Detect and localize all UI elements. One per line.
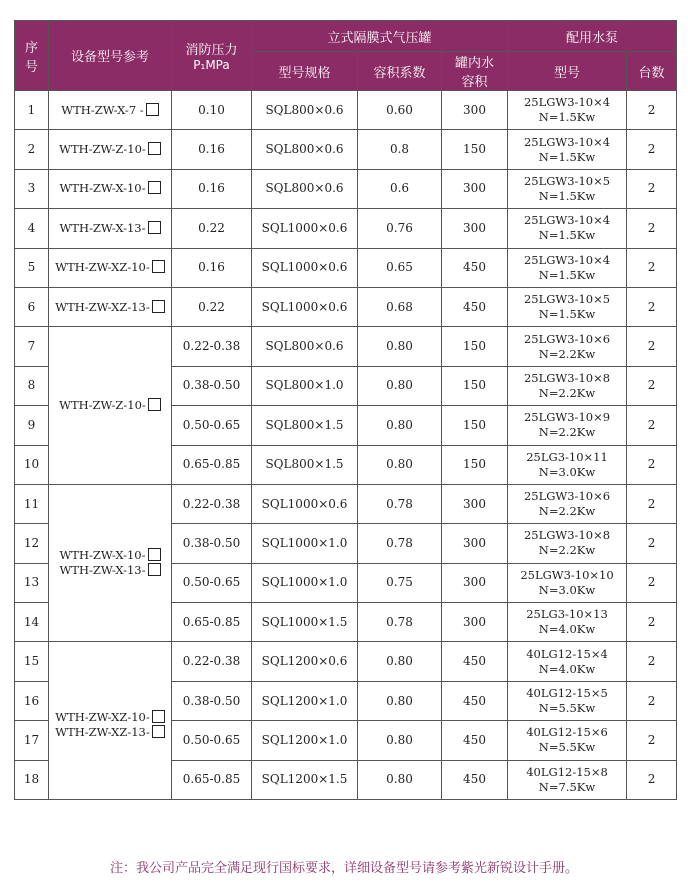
model-ref-group-cell: WTH-ZW-XZ-10- WTH-ZW-XZ-13- [49, 642, 172, 800]
pressure-cell: 0.50-0.65 [172, 406, 252, 445]
header-volume-coef: 容积系数 [358, 52, 442, 91]
water-volume-cell: 450 [442, 642, 508, 681]
volume-coef-cell: 0.75 [358, 563, 442, 602]
tank-spec-cell: SQL1000×1.0 [252, 524, 358, 563]
water-volume-cell: 150 [442, 327, 508, 366]
checkbox-placeholder-icon [152, 710, 165, 723]
tank-spec-cell: SQL800×1.5 [252, 445, 358, 484]
tank-spec-cell: SQL1200×1.0 [252, 681, 358, 720]
row-number: 3 [15, 169, 49, 208]
footnote: 注：我公司产品完全满足现行国标要求，详细设备型号请参考紫光新锐设计手册。 [109, 861, 578, 876]
volume-coef-cell: 0.8 [358, 130, 442, 169]
pump-qty-cell: 2 [627, 209, 677, 248]
water-volume-cell: 150 [442, 406, 508, 445]
tank-spec-cell: SQL1000×1.5 [252, 603, 358, 642]
row-number: 4 [15, 209, 49, 248]
pump-model-cell: 25LG3-10×13 N=4.0Kw [508, 603, 627, 642]
table-row [15, 287, 677, 326]
volume-coef-cell: 0.76 [358, 209, 442, 248]
pump-qty-cell: 2 [627, 406, 677, 445]
water-volume-cell: 450 [442, 287, 508, 326]
row-number: 15 [15, 642, 49, 681]
pressure-cell: 0.22-0.38 [172, 484, 252, 523]
model-ref-group-cell: WTH-ZW-X-10- WTH-ZW-X-13- [49, 484, 172, 642]
header-pump-qty: 台数 [627, 52, 677, 91]
pump-model-cell: 25LGW3-10×4 N=1.5Kw [508, 248, 627, 287]
water-volume-cell: 300 [442, 524, 508, 563]
checkbox-placeholder-icon [146, 103, 159, 116]
row-number: 11 [15, 484, 49, 523]
tank-spec-cell: SQL800×0.6 [252, 130, 358, 169]
pump-qty-cell: 2 [627, 524, 677, 563]
model-ref-cell: WTH-ZW-X-7 - [49, 91, 172, 130]
header-pressure: 消防压力 P₁MPa [172, 21, 252, 91]
pump-qty-cell: 2 [627, 563, 677, 602]
table-row [15, 327, 677, 366]
header-pump-model: 型号 [508, 52, 627, 91]
tank-spec-cell: SQL800×0.6 [252, 91, 358, 130]
pump-model-cell: 40LG12-15×5 N=5.5Kw [508, 681, 627, 720]
row-number: 16 [15, 681, 49, 720]
volume-coef-cell: 0.80 [358, 721, 442, 760]
pump-qty-cell: 2 [627, 130, 677, 169]
row-number: 7 [15, 327, 49, 366]
header-tank-spec: 型号规格 [252, 52, 358, 91]
pump-model-cell: 25LGW3-10×8 N=2.2Kw [508, 524, 627, 563]
spec-table [14, 20, 677, 800]
pump-qty-cell: 2 [627, 484, 677, 523]
row-number: 5 [15, 248, 49, 287]
pump-qty-cell: 2 [627, 366, 677, 405]
tank-spec-cell: SQL1000×0.6 [252, 248, 358, 287]
header-pump-group: 配用水泵 [508, 21, 677, 52]
row-number: 10 [15, 445, 49, 484]
volume-coef-cell: 0.78 [358, 603, 442, 642]
water-volume-cell: 450 [442, 760, 508, 799]
tank-spec-cell: SQL800×0.6 [252, 327, 358, 366]
water-volume-cell: 150 [442, 130, 508, 169]
model-ref-cell: WTH-ZW-X-10- [49, 169, 172, 208]
pressure-cell: 0.38-0.50 [172, 524, 252, 563]
table-body [15, 91, 677, 800]
tank-spec-cell: SQL1200×1.0 [252, 721, 358, 760]
water-volume-cell: 150 [442, 445, 508, 484]
pressure-cell: 0.65-0.85 [172, 760, 252, 799]
tank-spec-cell: SQL800×0.6 [252, 169, 358, 208]
water-volume-cell: 300 [442, 91, 508, 130]
table-row [15, 209, 677, 248]
pump-model-cell: 25LGW3-10×4 N=1.5Kw [508, 130, 627, 169]
table-row [15, 130, 677, 169]
pressure-cell: 0.50-0.65 [172, 721, 252, 760]
volume-coef-cell: 0.80 [358, 327, 442, 366]
water-volume-cell: 450 [442, 721, 508, 760]
row-number: 6 [15, 287, 49, 326]
tank-spec-cell: SQL1000×0.6 [252, 209, 358, 248]
table-row [15, 169, 677, 208]
tank-spec-cell: SQL800×1.5 [252, 406, 358, 445]
pump-model-cell: 40LG12-15×6 N=5.5Kw [508, 721, 627, 760]
header-tank-group: 立式隔膜式气压罐 [252, 21, 508, 52]
table-row [15, 642, 677, 681]
water-volume-cell: 450 [442, 681, 508, 720]
row-number: 1 [15, 91, 49, 130]
pressure-cell: 0.65-0.85 [172, 603, 252, 642]
volume-coef-cell: 0.80 [358, 445, 442, 484]
pressure-cell: 0.22 [172, 209, 252, 248]
row-number: 9 [15, 406, 49, 445]
pump-model-cell: 25LGW3-10×5 N=1.5Kw [508, 287, 627, 326]
model-ref-group-cell: WTH-ZW-Z-10- [49, 327, 172, 485]
checkbox-placeholder-icon [148, 548, 161, 561]
row-number: 18 [15, 760, 49, 799]
pressure-cell: 0.10 [172, 91, 252, 130]
pump-model-cell: 25LGW3-10×4 N=1.5Kw [508, 209, 627, 248]
pressure-cell: 0.38-0.50 [172, 366, 252, 405]
water-volume-cell: 450 [442, 248, 508, 287]
header-water-volume: 罐内水 容积 [442, 52, 508, 91]
row-number: 17 [15, 721, 49, 760]
pressure-cell: 0.50-0.65 [172, 563, 252, 602]
pump-qty-cell: 2 [627, 603, 677, 642]
header-no: 序 号 [15, 21, 49, 91]
pump-qty-cell: 2 [627, 760, 677, 799]
pump-qty-cell: 2 [627, 169, 677, 208]
pump-model-cell: 25LGW3-10×4 N=1.5Kw [508, 91, 627, 130]
pump-qty-cell: 2 [627, 248, 677, 287]
model-ref-cell: WTH-ZW-Z-10- [49, 130, 172, 169]
checkbox-placeholder-icon [148, 221, 161, 234]
volume-coef-cell: 0.80 [358, 760, 442, 799]
checkbox-placeholder-icon [152, 260, 165, 273]
volume-coef-cell: 0.68 [358, 287, 442, 326]
pump-model-cell: 40LG12-15×4 N=4.0Kw [508, 642, 627, 681]
pump-model-cell: 25LGW3-10×8 N=2.2Kw [508, 366, 627, 405]
checkbox-placeholder-icon [152, 725, 165, 738]
pump-qty-cell: 2 [627, 287, 677, 326]
pump-model-cell: 40LG12-15×8 N=7.5Kw [508, 760, 627, 799]
table-row [15, 248, 677, 287]
model-ref-cell: WTH-ZW-XZ-10- [49, 248, 172, 287]
tank-spec-cell: SQL1000×1.0 [252, 563, 358, 602]
model-ref-cell: WTH-ZW-X-13- [49, 209, 172, 248]
pump-qty-cell: 2 [627, 91, 677, 130]
row-number: 13 [15, 563, 49, 602]
volume-coef-cell: 0.65 [358, 248, 442, 287]
tank-spec-cell: SQL1000×0.6 [252, 287, 358, 326]
volume-coef-cell: 0.6 [358, 169, 442, 208]
pump-model-cell: 25LGW3-10×5 N=1.5Kw [508, 169, 627, 208]
row-number: 2 [15, 130, 49, 169]
water-volume-cell: 300 [442, 169, 508, 208]
pressure-cell: 0.16 [172, 169, 252, 208]
model-ref-cell: WTH-ZW-XZ-13- [49, 287, 172, 326]
volume-coef-cell: 0.80 [358, 642, 442, 681]
pump-qty-cell: 2 [627, 445, 677, 484]
pump-model-cell: 25LGW3-10×6 N=2.2Kw [508, 484, 627, 523]
water-volume-cell: 300 [442, 563, 508, 602]
tank-spec-cell: SQL1200×0.6 [252, 642, 358, 681]
header-model-ref: 设备型号参考 [49, 21, 172, 91]
pressure-cell: 0.38-0.50 [172, 681, 252, 720]
pump-model-cell: 25LGW3-10×6 N=2.2Kw [508, 327, 627, 366]
volume-coef-cell: 0.60 [358, 91, 442, 130]
table-row [15, 91, 677, 130]
water-volume-cell: 300 [442, 209, 508, 248]
tank-spec-cell: SQL800×1.0 [252, 366, 358, 405]
pressure-cell: 0.16 [172, 130, 252, 169]
pressure-cell: 0.16 [172, 248, 252, 287]
table-row [15, 484, 677, 523]
pump-qty-cell: 2 [627, 681, 677, 720]
volume-coef-cell: 0.78 [358, 484, 442, 523]
table-header [15, 21, 677, 91]
tank-spec-cell: SQL1000×0.6 [252, 484, 358, 523]
pump-model-cell: 25LGW3-10×9 N=2.2Kw [508, 406, 627, 445]
checkbox-placeholder-icon [148, 181, 161, 194]
volume-coef-cell: 0.80 [358, 406, 442, 445]
row-number: 8 [15, 366, 49, 405]
pump-model-cell: 25LGW3-10×10 N=3.0Kw [508, 563, 627, 602]
pressure-cell: 0.22-0.38 [172, 642, 252, 681]
water-volume-cell: 300 [442, 603, 508, 642]
volume-coef-cell: 0.78 [358, 524, 442, 563]
water-volume-cell: 300 [442, 484, 508, 523]
row-number: 12 [15, 524, 49, 563]
checkbox-placeholder-icon [148, 563, 161, 576]
pressure-cell: 0.22 [172, 287, 252, 326]
pressure-cell: 0.65-0.85 [172, 445, 252, 484]
tank-spec-cell: SQL1200×1.5 [252, 760, 358, 799]
pump-qty-cell: 2 [627, 642, 677, 681]
checkbox-placeholder-icon [152, 300, 165, 313]
pump-qty-cell: 2 [627, 721, 677, 760]
volume-coef-cell: 0.80 [358, 366, 442, 405]
pump-qty-cell: 2 [627, 327, 677, 366]
row-number: 14 [15, 603, 49, 642]
water-volume-cell: 150 [442, 366, 508, 405]
checkbox-placeholder-icon [148, 398, 161, 411]
pump-model-cell: 25LG3-10×11 N=3.0Kw [508, 445, 627, 484]
checkbox-placeholder-icon [148, 142, 161, 155]
volume-coef-cell: 0.80 [358, 681, 442, 720]
pressure-cell: 0.22-0.38 [172, 327, 252, 366]
